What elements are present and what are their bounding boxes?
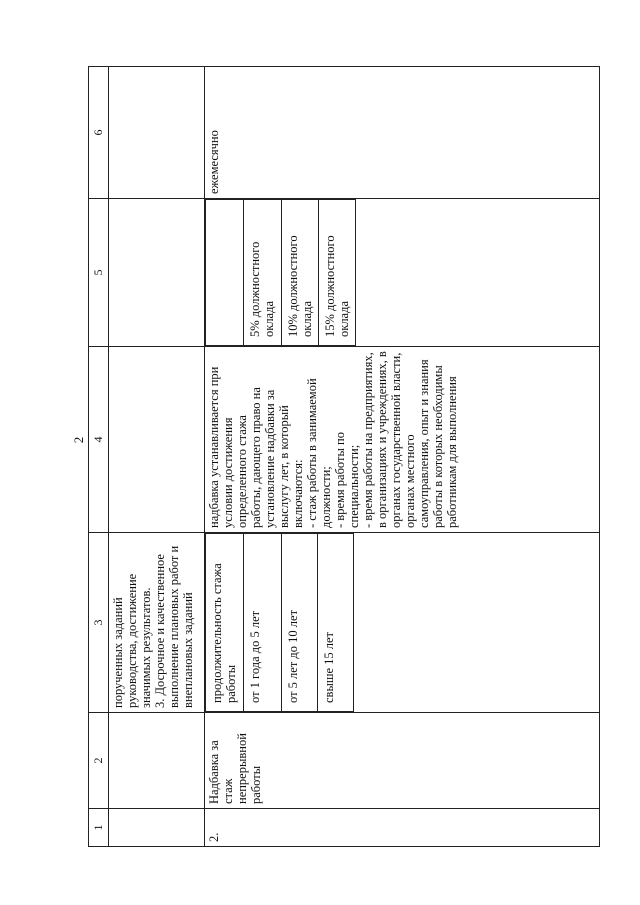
continuation-row <box>109 67 205 847</box>
conditions-text: - время работы на предприятиях, в организациях и учреждениях, в органах государственной власти, органах местного самоуправления, опыт и знания работы в которых необходимы работникам для выполнения <box>361 351 459 528</box>
duration-range: свыше 15 лет <box>322 631 336 703</box>
conditions-text: надбавка устанавливается при условии достижения определенного стажа <box>207 366 249 528</box>
criteria-text: порученных заданий руководства, достижение значимых результатов. <box>111 573 153 708</box>
column-number: 2 <box>89 713 109 809</box>
conditions-text: - стаж работы в занимаемой должности; <box>305 378 333 528</box>
duration-range: от 5 лет до 10 лет <box>286 609 300 703</box>
row-number: 2. <box>205 809 600 847</box>
allowance-size-subtable <box>205 199 356 346</box>
page-number: 2 <box>71 436 86 444</box>
experience-duration-cell <box>205 533 600 713</box>
column-number: 3 <box>89 533 109 713</box>
cell-empty <box>109 199 205 347</box>
allowance-row <box>205 67 600 847</box>
column-number: 5 <box>89 199 109 347</box>
rotated-table-wrapper <box>88 67 600 847</box>
payment-frequency: ежемесячно <box>205 67 600 199</box>
criteria-text: 3. Досрочное и качественное выполнение плановых работ и внеплановых заданий <box>153 545 195 708</box>
duration-range: от 1 года до 5 лет <box>248 610 262 703</box>
duration-header: продолжительность стажа работы <box>210 563 238 703</box>
cell-empty <box>109 809 205 847</box>
column-number: 6 <box>89 67 109 199</box>
allowance-percent: 10% должностного оклада <box>286 235 314 337</box>
criteria-cell <box>109 533 205 713</box>
conditions-text: - время работы по специальности; <box>333 432 361 528</box>
conditions-cell <box>205 347 600 533</box>
conditions-text: установление надбавки за выслугу лет, в который включаются: <box>263 389 305 528</box>
allowance-table <box>88 66 600 847</box>
cell-empty <box>109 347 205 533</box>
allowance-percent: 15% должностного оклада <box>323 235 351 337</box>
allowance-name: Надбавка за стаж непрерывной работы <box>205 713 600 809</box>
allowance-percent: 5% должностного оклада <box>248 241 276 337</box>
column-number-row <box>89 67 109 847</box>
column-number: 1 <box>89 809 109 847</box>
column-number: 4 <box>89 347 109 533</box>
conditions-text: работы, дающего право на <box>249 387 263 528</box>
experience-subtable <box>205 533 354 712</box>
cell-empty <box>109 67 205 199</box>
allowance-size-cell <box>205 199 600 347</box>
cell-empty <box>109 713 205 809</box>
